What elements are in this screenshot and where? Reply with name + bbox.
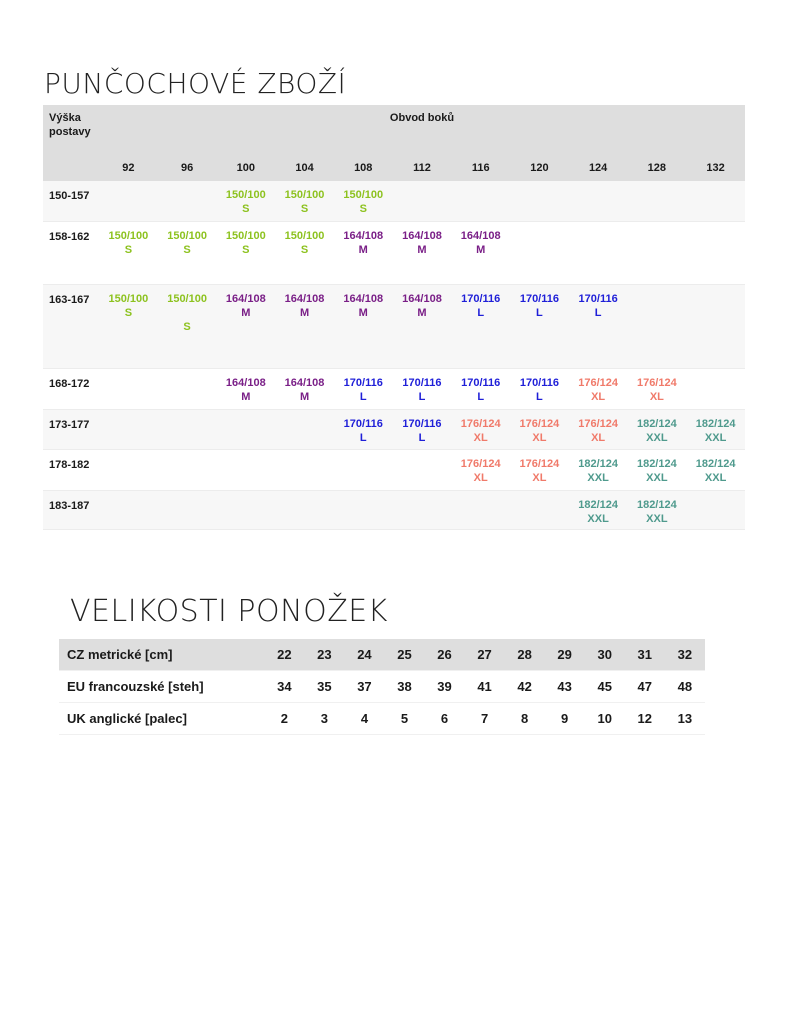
size-letter: M — [417, 243, 427, 256]
size-value: 164/108 — [460, 229, 501, 242]
socks-size-value: 27 — [465, 639, 505, 671]
size-cell — [275, 449, 334, 490]
size-value: 182/124 — [695, 457, 736, 470]
socks-size-value: 2 — [264, 703, 304, 735]
size-cell — [334, 221, 393, 284]
table-row — [43, 409, 745, 449]
size-cell — [686, 368, 745, 409]
size-letter: L — [477, 306, 485, 319]
size-value: 176/124 — [578, 376, 618, 389]
table-row — [43, 221, 745, 284]
socks-size-value: 43 — [545, 671, 585, 703]
size-value: 182/124 — [578, 457, 618, 470]
size-cell — [686, 490, 745, 529]
size-cell — [451, 284, 510, 368]
size-cell — [569, 221, 628, 284]
size-value: 150/100 — [225, 229, 266, 242]
socks-size-value: 25 — [384, 639, 424, 671]
size-letter: M — [299, 390, 310, 403]
socks-size-value: 13 — [665, 703, 705, 735]
size-table-body — [43, 181, 745, 529]
table-header-row — [43, 105, 745, 155]
size-cell — [510, 181, 569, 221]
hip-column-value: 96 — [158, 155, 217, 181]
size-letter: XXL — [646, 512, 668, 525]
size-cell — [158, 221, 217, 284]
size-cell — [275, 368, 334, 409]
size-cell — [99, 490, 158, 529]
socks-size-value: 41 — [465, 671, 505, 703]
socks-size-value: 42 — [505, 671, 545, 703]
height-column-header: Výška postavy — [43, 105, 99, 155]
size-cell — [686, 284, 745, 368]
height-range-cell: 150-157 — [43, 181, 99, 221]
size-letter: L — [477, 390, 485, 403]
size-value: 150/100 — [108, 292, 149, 305]
size-cell — [334, 449, 393, 490]
table-row — [59, 703, 705, 735]
size-letter: L — [536, 306, 543, 319]
size-cell — [510, 490, 569, 529]
size-letter: XL — [591, 390, 606, 403]
size-cell — [627, 221, 686, 284]
size-cell — [451, 490, 510, 529]
size-letter: M — [358, 243, 368, 256]
size-value: 150/100 — [108, 229, 149, 242]
size-letter: M — [476, 243, 486, 256]
size-cell — [158, 181, 217, 221]
size-letter: L — [418, 431, 426, 444]
hip-column-value: 124 — [569, 155, 628, 181]
size-cell — [275, 284, 334, 368]
size-cell — [99, 409, 158, 449]
size-cell — [510, 449, 569, 490]
hip-column-header: Obvod boků — [99, 105, 745, 155]
size-value: 164/108 — [225, 376, 266, 389]
socks-size-value: 29 — [545, 639, 585, 671]
socks-size-value: 48 — [665, 671, 705, 703]
size-cell — [158, 490, 217, 529]
socks-table-body — [59, 639, 705, 735]
socks-size-value: 8 — [505, 703, 545, 735]
hip-column-value: 132 — [686, 155, 745, 181]
socks-size-value: 31 — [625, 639, 665, 671]
size-letter: XXL — [704, 471, 727, 484]
size-cell — [451, 409, 510, 449]
height-range-cell: 183-187 — [43, 490, 99, 529]
size-letter: S — [124, 306, 133, 319]
size-value: 170/116 — [461, 292, 501, 305]
size-cell — [627, 368, 686, 409]
hip-values-row — [43, 155, 745, 181]
socks-size-value: 47 — [625, 671, 665, 703]
size-cell — [627, 449, 686, 490]
size-value: 170/116 — [519, 376, 559, 389]
size-letter: XXL — [587, 512, 609, 525]
socks-size-value: 7 — [465, 703, 505, 735]
size-letter: XXL — [646, 471, 668, 484]
size-value: 176/124 — [460, 417, 501, 430]
size-value: 150/100 — [343, 189, 384, 201]
size-value: 150/100 — [284, 229, 325, 242]
size-cell — [393, 284, 452, 368]
size-letter: L — [536, 390, 543, 403]
socks-size-value: 35 — [304, 671, 344, 703]
height-range-cell: 178-182 — [43, 449, 99, 490]
height-range-cell: 173-177 — [43, 409, 99, 449]
size-value: 170/116 — [402, 417, 442, 430]
size-cell — [569, 284, 628, 368]
socks-size-value: 24 — [344, 639, 384, 671]
size-cell — [334, 490, 393, 529]
size-letter: S — [124, 243, 133, 256]
size-value: 164/108 — [402, 229, 442, 242]
size-cell — [393, 409, 452, 449]
size-letter: S — [300, 243, 309, 256]
size-cell — [334, 284, 393, 368]
size-cell — [334, 181, 393, 221]
hosiery-size-table — [43, 105, 745, 530]
socks-size-value: 3 — [304, 703, 344, 735]
table-row — [43, 449, 745, 490]
size-cell — [99, 368, 158, 409]
size-value: 164/108 — [225, 292, 266, 305]
size-letter: M — [358, 306, 368, 319]
socks-size-value: 39 — [425, 671, 465, 703]
socks-size-value: 6 — [425, 703, 465, 735]
size-letter: L — [418, 390, 426, 403]
size-value: 164/108 — [284, 292, 325, 305]
size-value: 170/116 — [402, 376, 442, 389]
hip-column-value: 112 — [393, 155, 452, 181]
size-value: 176/124 — [460, 457, 501, 470]
socks-row-label: CZ metrické [cm] — [59, 639, 264, 671]
size-cell — [686, 221, 745, 284]
size-cell — [510, 221, 569, 284]
size-cell — [158, 284, 217, 368]
size-cell — [451, 368, 510, 409]
size-cell — [569, 368, 628, 409]
size-cell — [99, 181, 158, 221]
table-row — [43, 490, 745, 529]
size-cell — [99, 284, 158, 368]
size-cell — [569, 490, 628, 529]
size-letter: L — [359, 390, 367, 403]
socks-size-value: 9 — [545, 703, 585, 735]
socks-size-value: 37 — [344, 671, 384, 703]
size-value: 182/124 — [636, 498, 677, 511]
size-letter: XXL — [587, 471, 609, 484]
size-cell — [686, 409, 745, 449]
hip-column-value: 100 — [216, 155, 275, 181]
size-value: 182/124 — [636, 417, 677, 430]
size-letter: M — [241, 306, 251, 319]
socks-size-value: 45 — [585, 671, 625, 703]
size-cell — [627, 284, 686, 368]
socks-size-value: 38 — [384, 671, 424, 703]
size-value: 164/108 — [284, 376, 325, 389]
socks-size-value: 22 — [264, 639, 304, 671]
size-value: 170/116 — [343, 417, 383, 430]
size-value: 164/108 — [402, 292, 442, 305]
size-value: 176/124 — [519, 417, 560, 430]
size-cell — [334, 409, 393, 449]
size-cell — [216, 490, 275, 529]
size-letter: L — [594, 306, 602, 319]
socks-title: VELIKOSTI PONOŽEK — [70, 594, 388, 629]
hip-column-value: 108 — [334, 155, 393, 181]
size-value: 176/124 — [519, 457, 560, 470]
size-value: 150/100 — [167, 229, 207, 242]
size-letter: S — [183, 320, 191, 333]
socks-row-label: EU francouzské [steh] — [59, 671, 264, 703]
size-cell — [393, 490, 452, 529]
size-cell — [393, 181, 452, 221]
size-value: 150/100 — [225, 189, 266, 201]
size-cell — [216, 284, 275, 368]
size-value: 164/108 — [343, 292, 384, 305]
height-range-cell: 158-162 — [43, 221, 99, 284]
size-letter: XL — [473, 431, 488, 444]
size-letter: XL — [473, 471, 488, 484]
socks-size-value: 30 — [585, 639, 625, 671]
size-cell — [216, 449, 275, 490]
hip-column-value: 120 — [510, 155, 569, 181]
size-letter: S — [242, 243, 250, 256]
height-range-cell: 163-167 — [43, 284, 99, 368]
size-letter: L — [359, 431, 367, 444]
socks-size-value: 4 — [344, 703, 384, 735]
size-cell — [216, 181, 275, 221]
size-cell — [627, 181, 686, 221]
hip-column-value: 92 — [99, 155, 158, 181]
size-cell — [334, 368, 393, 409]
size-value: 150/100 — [167, 292, 207, 305]
size-letter: M — [241, 390, 251, 403]
table-row — [43, 181, 745, 221]
size-cell — [99, 221, 158, 284]
size-letter: M — [417, 306, 427, 319]
size-value: 176/124 — [636, 376, 677, 389]
socks-size-value: 12 — [625, 703, 665, 735]
size-cell — [99, 449, 158, 490]
socks-row-label: UK anglické [palec] — [59, 703, 264, 735]
size-cell — [510, 368, 569, 409]
size-letter: S — [300, 203, 309, 215]
size-cell — [510, 284, 569, 368]
size-cell — [158, 368, 217, 409]
socks-size-table — [59, 639, 705, 735]
table-row — [59, 671, 705, 703]
socks-size-value: 10 — [585, 703, 625, 735]
size-cell — [275, 409, 334, 449]
size-cell — [451, 449, 510, 490]
hip-column-value: 116 — [451, 155, 510, 181]
size-cell — [627, 409, 686, 449]
socks-size-value: 23 — [304, 639, 344, 671]
size-cell — [569, 449, 628, 490]
hip-column-value: 128 — [627, 155, 686, 181]
size-cell — [569, 409, 628, 449]
table-row — [59, 639, 705, 671]
size-letter: S — [183, 243, 191, 256]
size-value: 150/100 — [284, 189, 325, 201]
size-value: 170/116 — [519, 292, 559, 305]
size-letter: XL — [532, 471, 547, 484]
socks-size-value: 26 — [425, 639, 465, 671]
size-value: 170/116 — [461, 376, 501, 389]
size-value: 182/124 — [695, 417, 736, 430]
size-cell — [451, 221, 510, 284]
size-cell — [686, 449, 745, 490]
size-value: 170/116 — [578, 292, 618, 305]
size-cell — [510, 409, 569, 449]
size-letter: S — [242, 203, 250, 215]
size-cell — [627, 490, 686, 529]
size-value: 182/124 — [636, 457, 677, 470]
table-row — [43, 368, 745, 409]
size-cell — [216, 221, 275, 284]
size-letter: M — [299, 306, 310, 319]
size-cell — [275, 221, 334, 284]
height-range-cell: 168-172 — [43, 368, 99, 409]
size-cell — [216, 409, 275, 449]
size-cell — [216, 368, 275, 409]
size-value: 164/108 — [343, 229, 384, 242]
size-letter: XXL — [704, 431, 727, 444]
size-value: 170/116 — [343, 376, 383, 389]
hosiery-title: PUNČOCHOVÉ ZBOŽÍ — [44, 67, 347, 100]
size-letter: XL — [591, 431, 606, 444]
socks-size-value: 32 — [665, 639, 705, 671]
size-cell — [275, 490, 334, 529]
header-spacer — [43, 155, 99, 181]
size-letter: XL — [649, 390, 664, 403]
socks-size-value: 28 — [505, 639, 545, 671]
size-letter: XXL — [646, 431, 668, 444]
size-cell — [393, 449, 452, 490]
socks-size-value: 34 — [264, 671, 304, 703]
size-cell — [569, 181, 628, 221]
size-cell — [451, 181, 510, 221]
table-row — [43, 284, 745, 368]
size-letter: S — [359, 203, 367, 215]
size-cell — [686, 181, 745, 221]
hip-column-value: 104 — [275, 155, 334, 181]
size-letter: XL — [532, 431, 547, 444]
socks-size-value: 5 — [384, 703, 424, 735]
size-cell — [158, 449, 217, 490]
size-cell — [158, 409, 217, 449]
size-value: 182/124 — [578, 498, 618, 511]
size-cell — [275, 181, 334, 221]
size-cell — [393, 368, 452, 409]
size-value: 176/124 — [578, 417, 618, 430]
size-cell — [393, 221, 452, 284]
